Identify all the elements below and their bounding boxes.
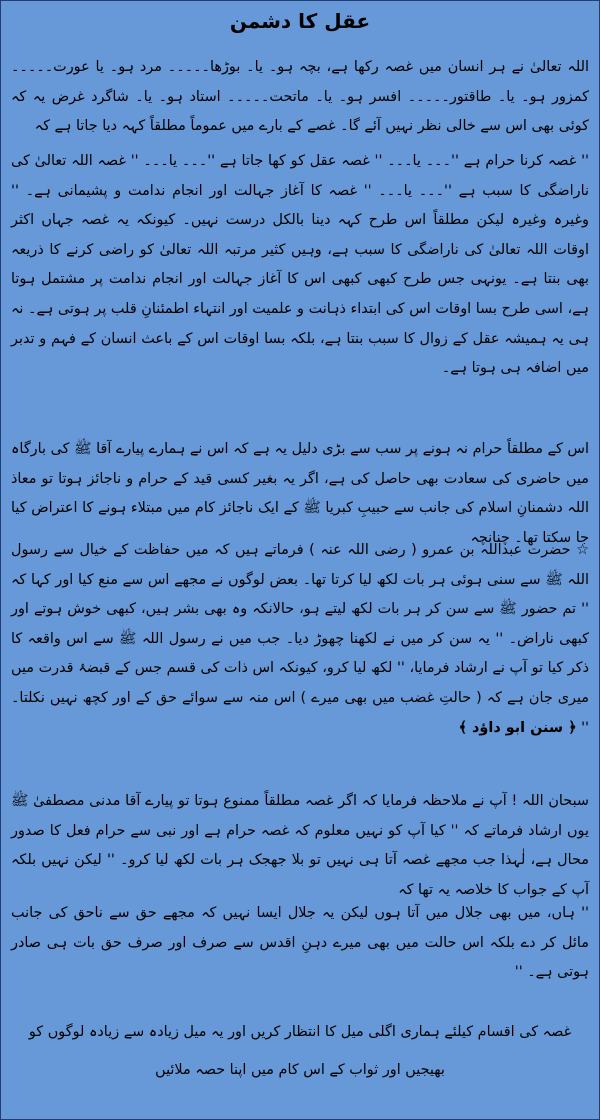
closing-note: غصہ کی اقسام کیلئے ہماری اگلی میل کا انتظار کریں اور یہ میل زیادہ سے زیادہ لوگوں کو بھیجیں اور ثواب کے اس کام میں اپنا حصہ ملائیں — [28, 1024, 572, 1078]
paragraph-text: اس کے مطلقاً حرام نہ ہونے پر سب سے بڑی دلیل یہ ہے کہ اس نے ہمارے پیارے آقا ﷺ کی بارگاہ میں حاضری کی سعادت بھی حاصل کی ہے، اگر یہ بغیر کسی قید کے حرام و ناجائز ہوتا تو معاذ اللہ دشمنانِ اسلام کی جانب سے حبیبِ کبریا ﷺ کے ایک ناجائز کام میں مبتلاء ہونے کا اعتراض کیا جا سکتا تھا۔ چنانچہ — [11, 441, 589, 546]
paragraph-text: '' غصہ کرنا حرام ہے ''۔۔۔ یا۔۔۔ '' غصہ عقل کو کھا جاتا ہے ''۔۔۔ یا۔۔۔ '' غصہ اللہ تعالیٰ کی ناراضگی کا سبب ہے ''۔۔۔ یا۔۔۔ '' غصہ کا آغاز جہالت اور انجام ندامت و پشیمانی ہے۔ '' وغیرہ وغیرہ لیکن مطلقاً اس طرح کہہ دینا بالکل درست نہیں۔ کیونکہ یہ غصہ جہاں اکثر اوقات اللہ تعالیٰ کی ناراضگی کا سبب ہے، وہیں کثیر مرتبہ اللہ تعالیٰ کو راضی کرنے کا ذریعہ بھی بنتا ہے۔ یونہی جس طرح کبھی کبھی اس کا آغاز جہالت اور انجام ندامت پر مشتمل ہوتا ہے، اسی طرح بسا اوقات اس کی ابتداء ذہانت و علمیت اور انتہاء اطمئنانِ قلب پر ہوتی ہے۔ نہ ہی یہ ہمیشہ عقل کے زوال کا سبب بنتا ہے، بلکہ بسا اوقات اس کے باعث انسان کے فہم و تدبر میں اضافہ ہی ہوتا ہے۔ — [11, 153, 589, 377]
paragraph-answer — [11, 899, 589, 988]
paragraph-text: سبحان اللہ ! آپ نے ملاحظہ فرمایا کہ اگر غصہ مطلقاً ممنوع ہوتا تو پیارے آقا مدنی مصطفیٰ ﷺ یوں ارشاد فرماتے کہ '' کیا آپ کو نہیں معلوم کہ غصہ حرام ہے اور نبی سے حرام فعل کا صدور محال ہے، لٰہذا جب مجھے غصہ آتا ہی نہیں تو بلا جھجک ہر بات لکھ لیا کرو۔ '' لیکن نہیں بلکہ آپ کے جواب کا خلاصہ یہ تھا کہ — [11, 793, 589, 898]
hadith-text: ☆ حضرت عبداللہ بن عمرو ( رضی اللہ عنہ ) فرماتے ہیں کہ میں حفاظت کے خیال سے رسول اللہ ﷺ سے سنی ہوئی ہر بات لکھ لیا کرتا تھا۔ بعض لوگوں نے مجھے اس سے منع کیا اور کہا کہ '' تم حضور ﷺ سے سن کر ہر بات لکھ لیتے ہو، حالانکہ وہ بھی بشر ہیں، کبھی خوش ہوتے اور کبھی ناراض۔ '' یہ سن کر میں نے لکھنا چھوڑ دیا۔ جب میں نے رسول اللہ ﷺ سے اس واقعہ کا ذکر کیا تو آپ نے ارشاد فرمایا، '' لکھ لیا کرو، کیونکہ اس ذات کی قسم جس کے قبضۂ قدرت میں میری جان ہے کہ ( حالتِ غضب میں بھی میرے ) اس منہ سے سوائے حق کے اور کچھ نہیں نکلتا۔ '' — [11, 542, 589, 736]
paragraph-text: اللہ تعالیٰ نے ہر انسان میں غصہ رکھا ہے، بچہ ہو۔ یا۔ بوڑھا۔۔۔۔۔ مرد ہو۔ یا عورت۔۔۔۔۔ کمزور ہو۔ یا۔ طاقتور۔۔۔۔۔ افسر ہو۔ یا۔ ماتحت۔۔۔۔۔ استاد ہو۔ یا۔ شاگرد غرض یہ کہ کوئی بھی اس سے خالی نظر نہیں آئے گا۔ غصے کے بارے میں عموماً مطلقاً کہہ دیا جاتا ہے کہ — [11, 59, 589, 135]
article-title: عقل کا دشمن — [229, 9, 371, 33]
hadith-reference: ﴿ سنن ابو داؤد ﴾ — [458, 719, 577, 736]
paragraph-commentary — [11, 787, 589, 905]
paragraph-hadith — [11, 536, 589, 743]
paragraph-text — [11, 536, 589, 743]
paragraph-text: '' ہاں، میں بھی جلال میں آتا ہوں لیکن یہ جلال ایسا نہیں کہ مجھے حق سے ناحق کی جانب مائل کر دے بلکہ اس حالت میں بھی میرے دہنِ اقدس سے صرف اور صرف حق بات ہی صادر ہوتی ہے۔ '' — [11, 905, 589, 981]
paragraph-intro — [11, 53, 589, 142]
paragraph-sayings — [11, 147, 589, 384]
